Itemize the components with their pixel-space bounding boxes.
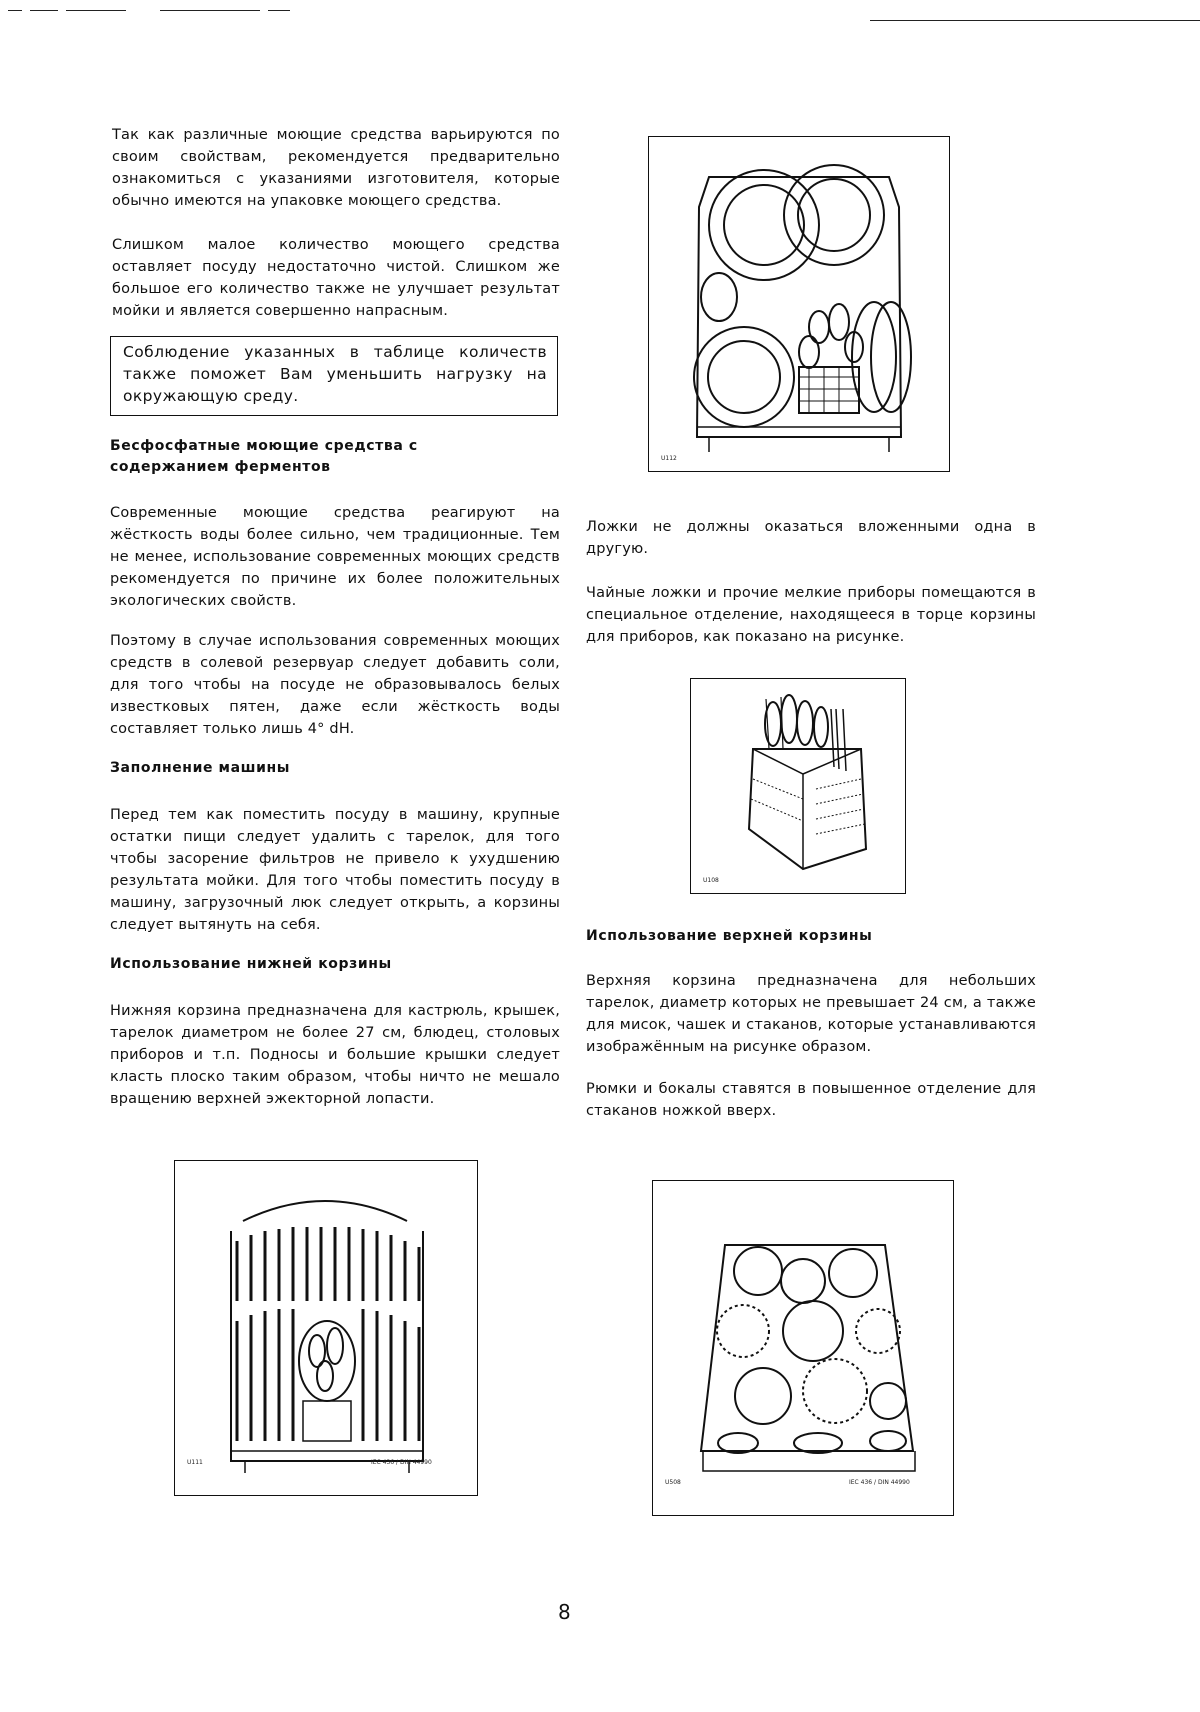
page-number: 8	[558, 1600, 571, 1624]
scan-artifact-line	[160, 10, 260, 11]
environment-note-box	[110, 336, 558, 416]
heading-loading-machine: Заполнение машины	[110, 760, 291, 776]
left-para-5: Перед тем как поместить посуду в машину, крупные остатки пищи следует удалить с тарелок, для того чтобы засорение фильтров не привело к ухудшению результата мойки. Для того чтобы поместить посуду в машину, загрузочный люк следует открыть, а корзины следует вытянуть на себя.	[110, 807, 560, 933]
scan-artifact-line	[870, 20, 1200, 21]
right-para-4: Рюмки и бокалы ставятся в повышенное отделение для стаканов ножкой вверх.	[586, 1081, 1036, 1119]
scan-artifact-line	[8, 10, 22, 11]
upper-basket-illustration	[653, 1181, 955, 1517]
figure-cutlery-basket	[690, 678, 906, 894]
scan-artifact-line	[66, 10, 126, 11]
left-para-6: Нижняя корзина предназначена для кастрюль, крышек, тарелок диаметром не более 27 см, блюдец, столовых приборов и т.п. Подносы и большие крышки следует класть плоско таким образом, чтобы ничто не мешало вращению верхней эжекторной лопасти.	[110, 1003, 560, 1107]
heading-lower-basket: Использование нижней корзины	[110, 956, 392, 972]
scan-artifact-line	[268, 10, 290, 11]
left-para-1: Так как различные моющие средства варьируются по своим свойствам, рекомендуется предварительно ознакомиться с указаниями изготовителя, которые обычно имеются на упаковке моющего средства.	[112, 127, 560, 209]
left-para-2: Слишком малое количество моющего средства оставляет посуду недостаточно чистой. Слишком же большое его количество также не улучшает результат мойки и является совершенно напрасным.	[112, 237, 560, 319]
figure-code-label: U508	[665, 1479, 681, 1486]
figure-lower-basket-plates	[648, 136, 950, 472]
heading-phosphate-free-detergents: Бесфосфатные моющие средства с содержанием ферментов	[110, 438, 418, 475]
figure-upper-basket	[652, 1180, 954, 1516]
cutlery-basket-illustration	[691, 679, 907, 895]
right-para-2: Чайные ложки и прочие мелкие приборы помещаются в специальное отделение, находящееся в торце корзины для приборов, как показано на рисунке.	[586, 585, 1036, 645]
heading-upper-basket: Использование верхней корзины	[586, 928, 873, 944]
left-para-4: Поэтому в случае использования современных моющих средств в солевой резервуар следует добавить соли, для того чтобы на посуде не образовывалось белых известковых пятен, даже если жёсткость воды составляет только лишь 4° dH.	[110, 633, 560, 737]
right-para-1: Ложки не должны оказаться вложенными одна в другую.	[586, 519, 1036, 557]
figure-standard-label: IEC 436 / DIN 44990	[371, 1459, 432, 1466]
lower-basket-front-illustration	[175, 1161, 479, 1497]
figure-code-label: U108	[703, 877, 719, 884]
figure-lower-basket-front	[174, 1160, 478, 1496]
figure-code-label: U111	[187, 1459, 203, 1466]
left-para-3: Современные моющие средства реагируют на жёсткость воды более сильно, чем традиционные. Тем не менее, использование современных моющих средств рекомендуется по причине их более положительных экологических свойств.	[110, 505, 560, 609]
environment-note-text: Соблюдение указанных в таблице количеств также поможет Вам уменьшить нагрузку на окружающую среду.	[123, 343, 547, 405]
lower-basket-plates-illustration	[649, 137, 951, 473]
scan-artifact-line	[30, 10, 58, 11]
right-para-3: Верхняя корзина предназначена для небольших тарелок, диаметр которых не превышает 24 см, а также для мисок, чашек и стаканов, которые устанавливаются изображённым на рисунке образом.	[586, 973, 1036, 1055]
figure-code-label: U112	[661, 455, 677, 462]
figure-standard-label: IEC 436 / DIN 44990	[849, 1479, 910, 1486]
